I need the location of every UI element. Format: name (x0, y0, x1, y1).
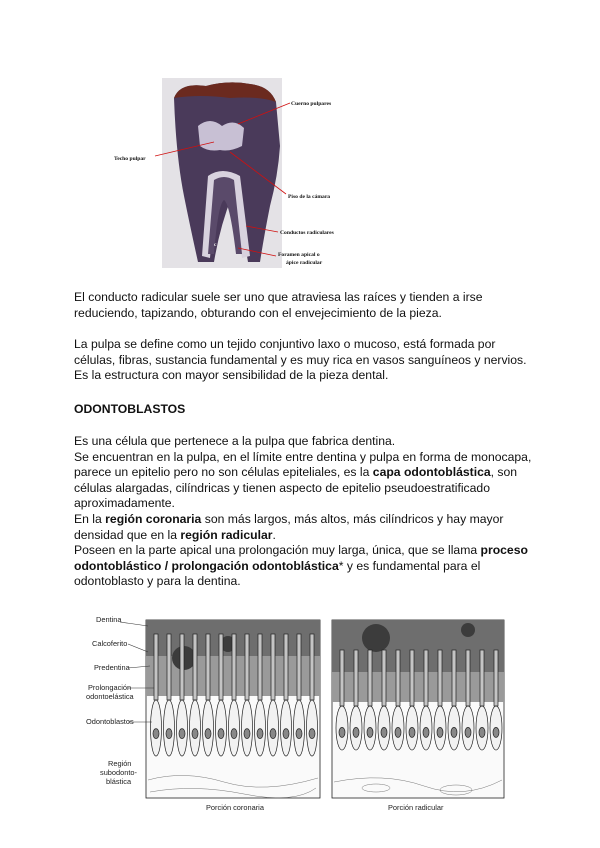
odontoblast-process (424, 650, 428, 706)
text-segment: Se encuentran en la pulpa, en el límite entre dentina y pulpa en forma de monocapa, parece un epitelio pero no son células epiteliales, es la (74, 449, 532, 480)
odontoblast-process (297, 634, 301, 700)
odontoblast-description (74, 434, 534, 590)
cell-nucleus (465, 727, 471, 737)
label-conductos-radiculares: Conductos radiculares (280, 230, 334, 236)
cell-nucleus (257, 729, 263, 739)
cell-nucleus (381, 727, 387, 737)
label-odontoelastica: odontoelástica (86, 692, 134, 701)
odontoblast-process (193, 634, 197, 700)
odontoblast-process (258, 634, 262, 700)
paragraph-pulpa-definicion: La pulpa se define como un tejido conjuntivo laxo o mucoso, está formada por células, fibras, sustancia fundamental y es muy rica en vasos sanguíneos y nervios. Es la estructura con mayor sensibilidad de la pieza dental. (74, 337, 527, 383)
cell-nucleus (437, 727, 443, 737)
cell-nucleus (205, 729, 211, 739)
odontoblast-process (368, 650, 372, 706)
odontoblast-process (494, 650, 498, 706)
cell-nucleus (479, 727, 485, 737)
odontoblast-cell (281, 700, 292, 756)
odontoblast-process (452, 650, 456, 706)
cell-nucleus (339, 727, 345, 737)
label-odontoblastos: Odontoblastos (86, 717, 134, 726)
bold-term-region-coronaria: región coronaria (105, 511, 202, 526)
label-cuerno-pulpar: Cuerno pulpares (291, 101, 332, 107)
cell-nucleus (353, 727, 359, 737)
odontoblast-process (340, 650, 344, 706)
cell-nucleus (192, 729, 198, 739)
text-segment: , son células alargadas, cilíndricas y tienen aspecto de epitelio pseudoestratificado aproximadamente. (74, 465, 518, 511)
odontoblast-cell (229, 700, 240, 756)
odontoblast-cell (294, 700, 305, 756)
odontoblast-process (245, 634, 249, 700)
odontoblast-cell (242, 700, 253, 756)
label-apice-radicular: ápice radicular (286, 260, 323, 266)
radicular-panel (332, 620, 504, 798)
cell-nucleus (367, 727, 373, 737)
tooth-pulp-figure (110, 76, 350, 272)
odontoblast-line-2 (74, 450, 534, 512)
odontoblast-process (180, 634, 184, 700)
label-c: c (214, 242, 217, 248)
odontoblast-cell (307, 700, 318, 756)
label-predentina: Predentina (94, 663, 130, 672)
cell-nucleus (409, 727, 415, 737)
bold-term-region-radicular: región radicular (180, 527, 273, 542)
label-subodonto: subodonto- (100, 768, 137, 777)
odontoblast-process (232, 634, 236, 700)
bold-term-capa-odontoblastica: capa odontoblástica (372, 465, 491, 480)
odontoblast-process (354, 650, 358, 706)
label-calcoferito: Calcoferito (92, 639, 128, 648)
text-segment: . (272, 527, 276, 542)
odontoblast-process (410, 650, 414, 706)
cell-nucleus (309, 729, 315, 739)
odontoblast-cell (164, 700, 175, 756)
bold-term-proceso-odontoblastico: proceso odontoblástico / prolongación odontoblástica (74, 543, 528, 573)
odontoblast-cell (151, 700, 162, 756)
label-techo-pulpar: Techo pulpar (114, 156, 146, 162)
odontoblast-cell (177, 700, 188, 756)
cell-nucleus (423, 727, 429, 737)
cell-nucleus (231, 729, 237, 739)
odontoblast-layers-figure (84, 610, 516, 816)
odontoblast-cell (190, 700, 201, 756)
cell-nucleus (395, 727, 401, 737)
paragraph-conducto-radicular: El conducto radicular suele ser uno que atraviesa las raíces y tienden a irse reduciendo, tapizando, obturando con el envejecimiento de la pieza. (74, 290, 483, 320)
odontoblast-illustration (84, 610, 516, 816)
odontoblast-process (480, 650, 484, 706)
odontoblast-process (310, 634, 314, 700)
label-prolongacion: Prolongación (88, 683, 132, 692)
odontoblast-line-1: Es una célula que pertenece a la pulpa que fabrica dentina. (74, 434, 396, 448)
cell-nucleus (283, 729, 289, 739)
odontoblast-process (154, 634, 158, 700)
cell-nucleus (153, 729, 159, 739)
odontoblast-process (396, 650, 400, 706)
odontoblast-cell (203, 700, 214, 756)
label-dentina: Dentina (96, 615, 122, 624)
cell-nucleus (244, 729, 250, 739)
cell-nucleus (296, 729, 302, 739)
odontoblast-process (382, 650, 386, 706)
label-region: Región (108, 759, 132, 768)
odontoblast-process (206, 634, 210, 700)
cell-nucleus (270, 729, 276, 739)
pulp-chamber (198, 121, 244, 151)
odontoblast-cell (255, 700, 266, 756)
odontoblast-process (271, 634, 275, 700)
label-piso-camara: Piso de la cámara (288, 194, 331, 200)
tooth-section-illustration (110, 76, 350, 272)
odontoblast-line-3 (74, 512, 534, 543)
label-porcion-radicular: Porción radicular (388, 803, 444, 812)
coronal-panel (146, 620, 320, 798)
odontoblast-process (284, 634, 288, 700)
text-segment: * y es fundamental para el odontoblasto y para la dentina. (74, 558, 481, 589)
section-heading-odontoblastos: ODONTOBLASTOS (74, 402, 186, 416)
text-segment: Poseen en la parte apical una prolongación muy larga, única, que se llama (74, 543, 481, 558)
label-porcion-coronaria: Porción coronaria (206, 803, 264, 812)
odontoblast-line-4 (74, 543, 534, 590)
cell-nucleus (179, 729, 185, 739)
odontoblast-cell (268, 700, 279, 756)
label-blastica: blástica (106, 777, 132, 786)
text-segment: son más largos, más altos, más cilíndricos y hay mayor densidad que en la (74, 511, 504, 542)
odontoblast-cell (216, 700, 227, 756)
cell-nucleus (166, 729, 172, 739)
odontoblast-process (219, 634, 223, 700)
cell-nucleus (451, 727, 457, 737)
cell-nucleus (493, 727, 499, 737)
odontoblast-process (466, 650, 470, 706)
label-foramen-apical: Foramen apical o (278, 252, 320, 258)
odontoblast-process (438, 650, 442, 706)
text-segment: En la (74, 511, 106, 526)
cell-nucleus (218, 729, 224, 739)
odontoblast-process (167, 634, 171, 700)
